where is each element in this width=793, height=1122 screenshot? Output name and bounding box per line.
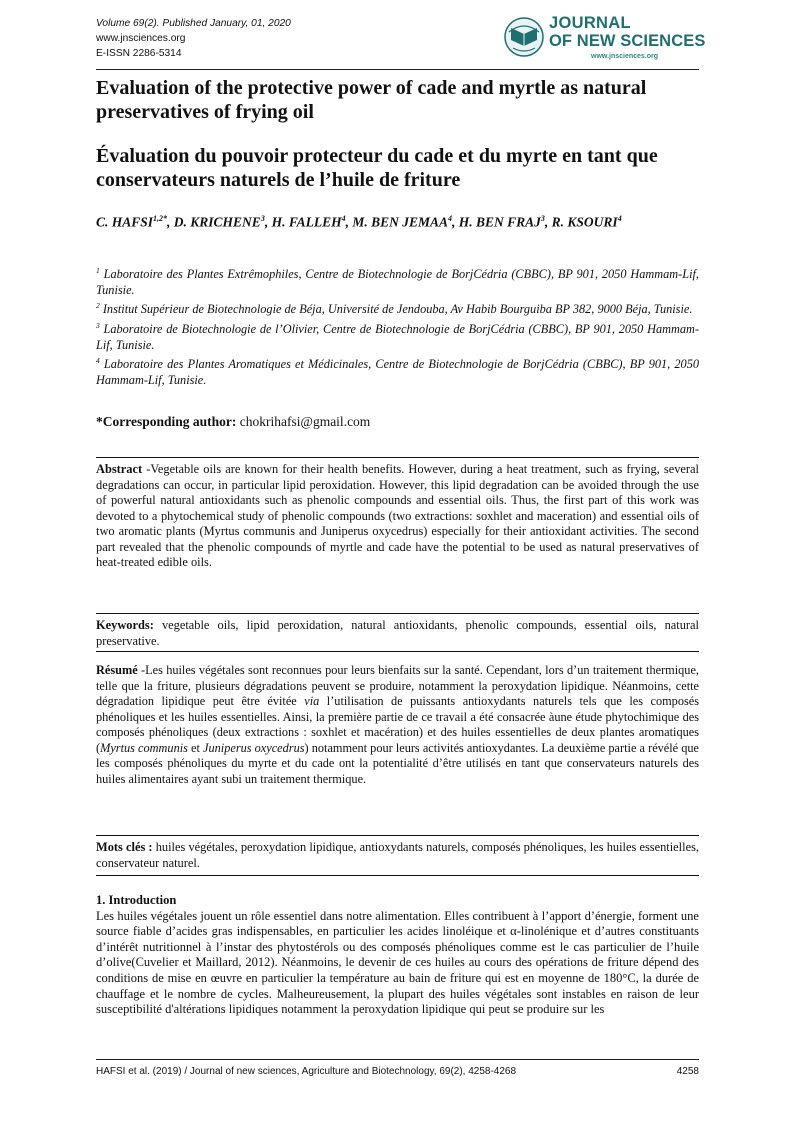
- author-name: C. HAFSI: [96, 214, 154, 230]
- logo-url: www.jnsciences.org: [591, 53, 659, 60]
- affiliations: [96, 263, 699, 389]
- keywords-top-rule: [96, 613, 699, 614]
- corresponding-email[interactable]: chokrihafsi@gmail.com: [239, 414, 371, 429]
- author-list: C. $HAFSI^{1,2*}$, D. KRICHENE$^3$, H. FALLEH$^4$, M. BEN JEMAA$^4$, H. BEN FRAJ$^3$, R. KSOURI$^4$: [96, 214, 622, 230]
- species-myrtus: Myrtus communis: [100, 740, 188, 755]
- abstract-top-rule: [96, 457, 699, 458]
- introduction-text: Les huiles végétales jouent un rôle essentiel dans notre alimentation. Elles contribuent à l’apport d’énergie, forment une source fiable d’acides gras indispensables, en particulier les acides linoléique et α-linolénique et d’autres constituants d’intérêt nutritionnel à l’instar des phytostérols ou des composés phénoliques comme est le cas particulier de l’huile d’olive(Cuvelier et Maillard, 2012). Néanmoins, le devenir de ces huiles au cours des opérations de friture dépend des conditions de mise en œuvre en particulier la température au bain de friture qui est en moyenne de 180°C, la durée de chauffage et le nombre de cycles. Malheureusement, la plupart des huiles végétales sont instables en raison de leur susceptibilité d'altérations lipidiques notamment la peroxydation lipidique qui peut se produire sur les: [96, 908, 699, 1017]
- volume-info: Volume 69(2). Published January, 01, 2020: [96, 18, 291, 29]
- journal-logo: [503, 12, 706, 68]
- mots-cles-bottom-rule: [96, 875, 699, 876]
- affiliation-text: Institut Supérieur de Biotechnologie de Béja, Université de Jendouba, Av Habib Bourguiba BP 382, 9000 Béja, Tunisie.: [102, 302, 693, 317]
- keywords-label: Keywords:: [96, 618, 154, 632]
- keywords: [96, 618, 699, 649]
- author-affil-sup: 4: [448, 214, 452, 223]
- mots-cles-top-rule: [96, 835, 699, 836]
- resume-text-2: l’utilisation de puissants antioxydants naturels tels que les composés phénoliques et les huiles essentielles. Ainsi, la première partie de ce travail a été consacrée àune étude phytochimique des composés phénoliques (deux extractions : soxhlet et macération) et des huiles essentielles de deux plantes aromatiques (: [96, 694, 699, 755]
- author-name: D. KRICHENE: [173, 214, 261, 230]
- affiliation-item: [96, 263, 699, 298]
- header-divider: [96, 69, 699, 70]
- author-affil-sup: 4: [617, 214, 622, 223]
- corresponding-author: [96, 414, 370, 430]
- resume: [96, 663, 699, 787]
- affiliation-number: 3: [96, 320, 100, 330]
- mots-cles-text: huiles végétales, peroxydation lipidique, antioxydants naturels, composés phénoliques, les huiles essentielles, conservateur naturel.: [96, 840, 699, 870]
- footer-citation: HAFSI et al. (2019) / Journal of new sciences, Agriculture and Biotechnology, 69(2), 4258-4268: [96, 1066, 517, 1077]
- abstract-label: Abstract: [96, 462, 143, 476]
- abstract-text: -Vegetable oils are known for their health benefits. However, during a heat treatment, such as frying, several degradations can occur, in particular lipid peroxidation. However, this lipid degradation can be avoided through the use of powerful natural antioxidants such as phenolic compounds and essential oils. Thus, the first part of this work was devoted to a phytochemical study of phenolic compounds (two extractions: soxhlet and maceration) and essential oils of two aromatic plants (Myrtus communis and Juniperus oxycedrus) especially for their antioxidant activities. The second part revealed that the phenolic compounds of myrtle and cade have the potential to be used as natural preservatives of heat-treated edible oils.: [96, 462, 699, 569]
- title-french: Évaluation du pouvoir protecteur du cade et du myrte en tant que conservateurs naturels de l’huile de friture: [96, 145, 658, 191]
- resume-text-3: ) notamment pour leurs activités antioxydantes. La deuxième partie a révélé que les composés phénoliques du myrte et du cade ont la potentialité d’être utilisés en tant que conservateurs naturels des huiles alimentaires ayant subi un traitement thermique.: [96, 740, 699, 786]
- affiliation-item: [96, 298, 699, 318]
- affiliation-item: [96, 318, 699, 353]
- resume-text-1: -Les huiles végétales sont reconnues pour leurs bienfaits sur la santé. Cependant, lors d’un traitement thermique, telle que la friture, plusieurs dégradations peuvent se produire, notamment la peroxydation lipidique. Néanmoins, cette dégradation lipidique peut être évitée: [96, 663, 699, 708]
- page-footer: [96, 1066, 699, 1077]
- title-english: Evaluation of the protective power of cade and myrtle as natural preservatives of frying oil: [96, 77, 647, 123]
- author-affil-sup: 1,2*: [153, 214, 168, 223]
- author-affil-sup: 3: [540, 214, 545, 223]
- logo-line-2: OF NEW SCIENCES: [549, 32, 706, 50]
- author-affil-sup: 3: [260, 214, 265, 223]
- author-name: H. BEN FRAJ: [458, 214, 541, 230]
- book-globe-icon: [503, 16, 545, 58]
- mots-cles-label: Mots clés :: [96, 840, 153, 854]
- author-name: M. BEN JEMAA: [352, 214, 448, 230]
- author-affil-sup: 4: [341, 214, 346, 223]
- affiliation-text: Laboratoire de Biotechnologie de l’Olivier, Centre de Biotechnologie de BorjCédria (CBBC), BP 901, 2050 Hammam-Lif, Tunisie.: [96, 322, 699, 352]
- resume-via: via: [304, 694, 320, 708]
- header-meta: [96, 16, 291, 61]
- affiliation-text: Laboratoire des Plantes Extrêmophiles, Centre de Biotechnologie de BorjCédria (CBBC), BP 901, 2050 Hammam-Lif, Tunisie.: [96, 267, 699, 297]
- introduction-section: [96, 893, 699, 1018]
- resume-label: Résumé: [96, 663, 138, 677]
- resume-and: et: [187, 740, 204, 755]
- keywords-bottom-rule: [96, 651, 699, 652]
- affiliation-number: 2: [96, 301, 100, 311]
- journal-website[interactable]: www.jnsciences.org: [96, 33, 186, 44]
- abstract: [96, 462, 699, 571]
- author-name: R. KSOURI: [551, 214, 618, 230]
- page-number: 4258: [676, 1066, 699, 1077]
- author-name: H. FALLEH: [271, 214, 342, 230]
- introduction-heading: 1. Introduction: [96, 893, 177, 907]
- keywords-text: vegetable oils, lipid peroxidation, natural antioxidants, phenolic compounds, essential oils, natural preservative.: [96, 618, 699, 648]
- footer-divider: [96, 1059, 699, 1060]
- species-juniperus: Juniperus oxycedrus: [203, 740, 305, 755]
- affiliation-text: Laboratoire des Plantes Aromatiques et Médicinales, Centre de Biotechnologie de BorjCédria (CBBC), BP 901, 2050 Hammam-Lif, Tunisie.: [96, 357, 699, 387]
- issn: E-ISSN 2286-5314: [96, 48, 182, 59]
- affiliation-item: [96, 353, 699, 388]
- mots-cles: [96, 840, 699, 871]
- logo-line-1: JOURNAL: [549, 14, 631, 32]
- affiliation-number: 1: [96, 266, 100, 275]
- corresponding-label: *Corresponding author:: [96, 414, 237, 429]
- affiliation-number: 4: [96, 356, 100, 366]
